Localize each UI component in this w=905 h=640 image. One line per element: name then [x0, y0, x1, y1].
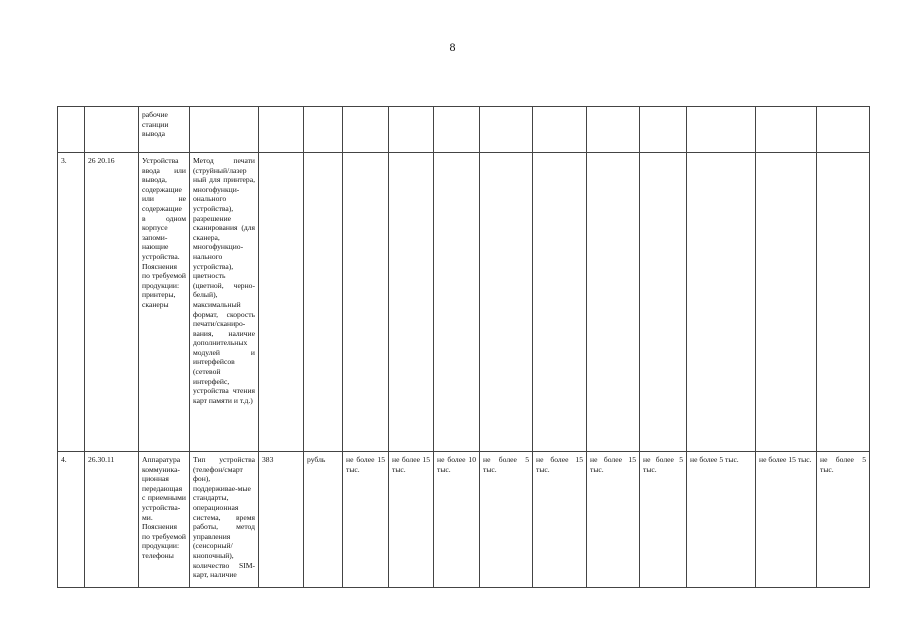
- cell-empty: [304, 107, 343, 153]
- cell-empty: [756, 153, 817, 452]
- cell-empty: [817, 107, 870, 153]
- cell-value: не более 15 тыс.: [587, 452, 640, 588]
- cell-empty: [434, 107, 480, 153]
- cell-empty: [640, 153, 687, 452]
- table-row-3: [58, 153, 870, 452]
- cell-empty: [343, 107, 389, 153]
- cell-value: не более 5 тыс.: [817, 452, 870, 588]
- cell-empty: [640, 107, 687, 153]
- cell-empty: [259, 153, 304, 452]
- cell-value: не более 15 тыс.: [343, 452, 389, 588]
- cell-code: 26.30.11: [85, 452, 139, 588]
- cell-num: 3.: [58, 153, 85, 452]
- page-number: 8: [449, 40, 456, 54]
- cell-value: не более 15 тыс.: [389, 452, 434, 588]
- requirements-table: [57, 106, 870, 588]
- cell-empty: [533, 107, 587, 153]
- cell-empty: [533, 153, 587, 452]
- cell-empty: [587, 153, 640, 452]
- cell-empty: [389, 107, 434, 153]
- cell-empty: [687, 153, 756, 452]
- cell-value: не более 5 тыс.: [640, 452, 687, 588]
- cell-empty: [389, 153, 434, 452]
- cell-characteristics: Тип устройства (телефон/смарт фон), поддерживае-мые стандарты, операционная система, время работы, метод управления (сенсорный/ кнопочный), количество SIM-карт, наличие: [190, 452, 259, 588]
- cell-value: не более 15 тыс.: [533, 452, 587, 588]
- cell-characteristics: Метод печати (струйный/лазер ный для принтера, многофункци-онального устройства), разрешение сканирования (для сканера, многофункцио-нального устройства), цветность (цветной, черно-белый), максимальный формат, скорость печати/сканиро-вания, наличие дополнительных модулей и интерфейсов (сетевой интерфейс, устройства чтения карт памяти и т.д.): [190, 153, 259, 452]
- cell-unit: рубль: [304, 452, 343, 588]
- cell-empty: [756, 107, 817, 153]
- cell-empty: [687, 107, 756, 153]
- cell-value: не более 5 тыс.: [480, 452, 533, 588]
- cell-code: [85, 107, 139, 153]
- cell-empty: [259, 107, 304, 153]
- cell-name: Аппаратура коммуника-ционная передающая с приемными устройства-ми. Пояснения по требуемой продукции: телефоны: [139, 452, 190, 588]
- cell-empty: [434, 153, 480, 452]
- cell-empty: [480, 153, 533, 452]
- cell-code: 26 20.16: [85, 153, 139, 452]
- cell-empty: [480, 107, 533, 153]
- cell-name: рабочие станции вывода: [139, 107, 190, 153]
- cell-num: 4.: [58, 452, 85, 588]
- cell-characteristics: [190, 107, 259, 153]
- cell-name: Устройства ввода или вывода, содержащие или не содержащие в одном корпусе запоми-нающие устройства. Пояснения по требуемой продукции: принтеры, сканеры: [139, 153, 190, 452]
- cell-empty: [817, 153, 870, 452]
- cell-empty: [304, 153, 343, 452]
- table-row-4: [58, 452, 870, 588]
- cell-value: не более 10 тыс.: [434, 452, 480, 588]
- cell-empty: [343, 153, 389, 452]
- cell-value: не более 5 тыс.: [687, 452, 756, 588]
- cell-num: [58, 107, 85, 153]
- table-row-continued: [58, 107, 870, 153]
- cell-value: не более 15 тыс.: [756, 452, 817, 588]
- cell-okei-code: 383: [259, 452, 304, 588]
- cell-empty: [587, 107, 640, 153]
